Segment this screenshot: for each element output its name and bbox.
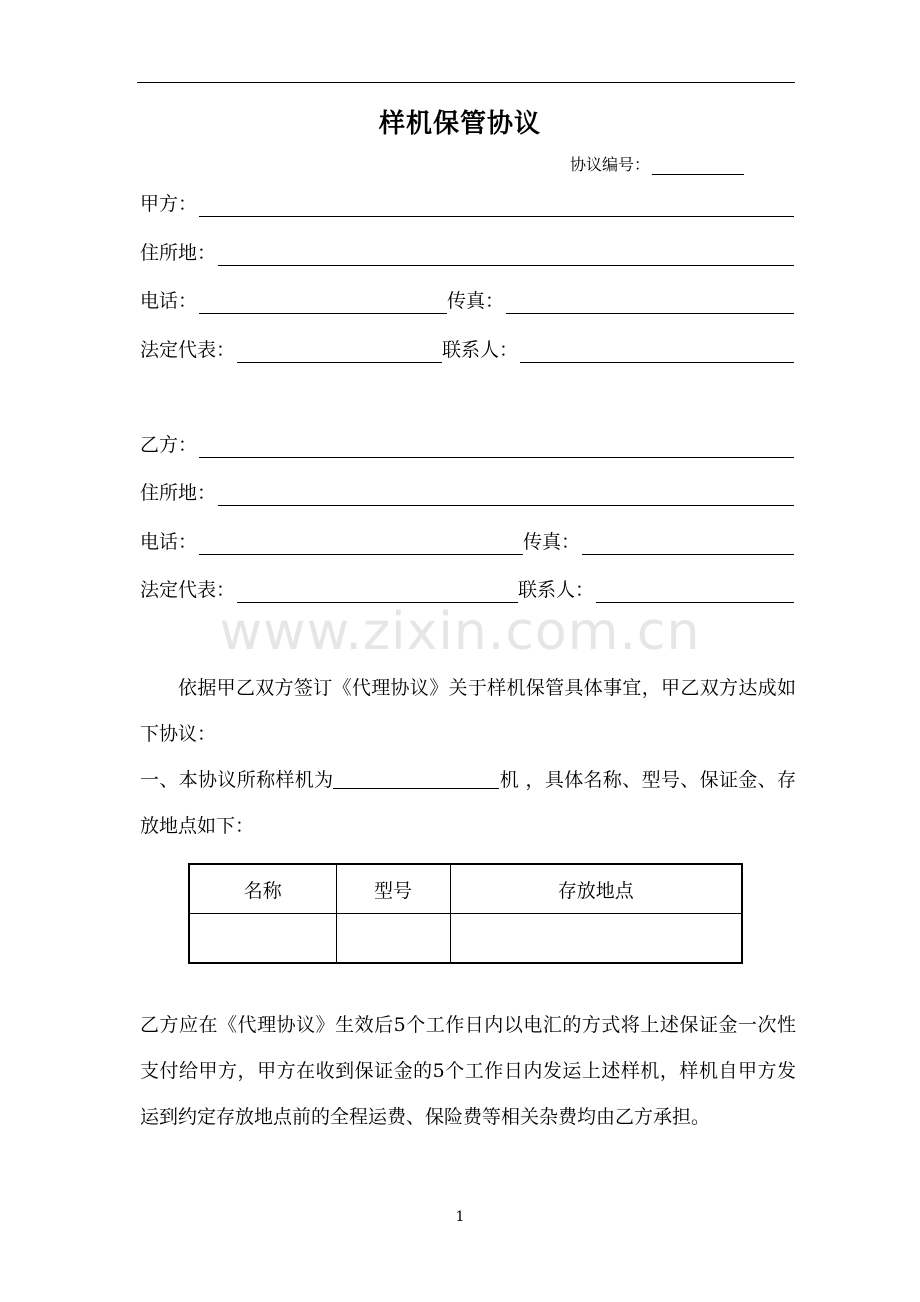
party-a-address-row xyxy=(140,240,794,266)
sample-type-blank[interactable] xyxy=(333,768,499,789)
party-b-name-row xyxy=(140,432,794,458)
table-row xyxy=(189,914,742,964)
table-header-row xyxy=(189,864,742,914)
page-number: 1 xyxy=(455,1209,465,1225)
intro-paragraph xyxy=(140,665,796,849)
party-a-name-row xyxy=(140,191,794,217)
table-cell-name[interactable] xyxy=(189,914,336,964)
party-a-contact-label: 联系人： xyxy=(442,339,519,361)
intro-text: 依据甲乙双方签订《代理协议》关于样机保管具体事宜，甲乙双方达成如下协议： xyxy=(140,677,796,745)
party-a-fax-blank[interactable] xyxy=(506,295,794,314)
party-b-name-blank[interactable] xyxy=(199,439,794,458)
party-b-phone-label: 电话： xyxy=(140,531,198,553)
sample-table xyxy=(188,863,743,964)
clause-1 xyxy=(140,757,796,849)
agreement-number-label: 协议编号： xyxy=(570,155,651,174)
party-a-fax-label: 传真： xyxy=(447,290,505,312)
agreement-number-blank[interactable] xyxy=(652,156,744,175)
party-b-phone-row xyxy=(140,529,794,555)
party-a-rep-row xyxy=(140,337,794,363)
party-b-rep-label: 法定代表： xyxy=(140,579,236,601)
party-b-rep-blank[interactable] xyxy=(237,584,518,603)
party-b-fax-label: 传真： xyxy=(523,531,581,553)
table-cell-model[interactable] xyxy=(336,914,450,964)
party-a-phone-row xyxy=(140,288,794,314)
party-b-phone-blank[interactable] xyxy=(199,536,523,555)
party-a-phone-blank[interactable] xyxy=(199,295,447,314)
party-a-phone-label: 电话： xyxy=(140,290,198,312)
party-a-address-blank[interactable] xyxy=(218,247,794,266)
payment-paragraph xyxy=(140,1002,796,1140)
party-a-name-blank[interactable] xyxy=(199,198,794,217)
header-rule xyxy=(137,82,795,83)
party-a-address-label: 住所地： xyxy=(140,242,217,264)
party-b-rep-row xyxy=(140,577,794,603)
party-b-contact-blank[interactable] xyxy=(596,584,794,603)
table-header-name: 名称 xyxy=(189,864,336,914)
table-header-model: 型号 xyxy=(336,864,450,914)
payment-text: 乙方应在《代理协议》生效后5个工作日内以电汇的方式将上述保证金一次性支付给甲方，甲方在收到保证金的5个工作日内发运上述样机，样机自甲方发运到约定存放地点前的全程运费、保险费等相关杂费均由乙方承担。 xyxy=(140,1014,796,1128)
party-a-rep-label: 法定代表： xyxy=(140,339,236,361)
table-header-location: 存放地点 xyxy=(450,864,742,914)
party-b-contact-label: 联系人： xyxy=(518,579,595,601)
clause-1-suffix: 机 ，具体名称、型号、保证金、存放地点如下： xyxy=(140,769,796,837)
party-b-address-row xyxy=(140,480,794,506)
party-b-address-blank[interactable] xyxy=(218,487,794,506)
party-b-fax-blank[interactable] xyxy=(582,536,794,555)
party-a-rep-blank[interactable] xyxy=(237,344,442,363)
document-title: 样机保管协议 xyxy=(378,109,541,139)
watermark: www.zixin.com.cn xyxy=(219,602,701,662)
table-cell-location[interactable] xyxy=(450,914,742,964)
party-a-contact-blank[interactable] xyxy=(520,344,794,363)
party-a-name-label: 甲方： xyxy=(140,193,198,215)
party-b-name-label: 乙方： xyxy=(140,434,198,456)
clause-1-prefix: 一、本协议所称样机为 xyxy=(140,769,334,791)
agreement-number xyxy=(570,152,744,175)
party-b-address-label: 住所地： xyxy=(140,482,217,504)
